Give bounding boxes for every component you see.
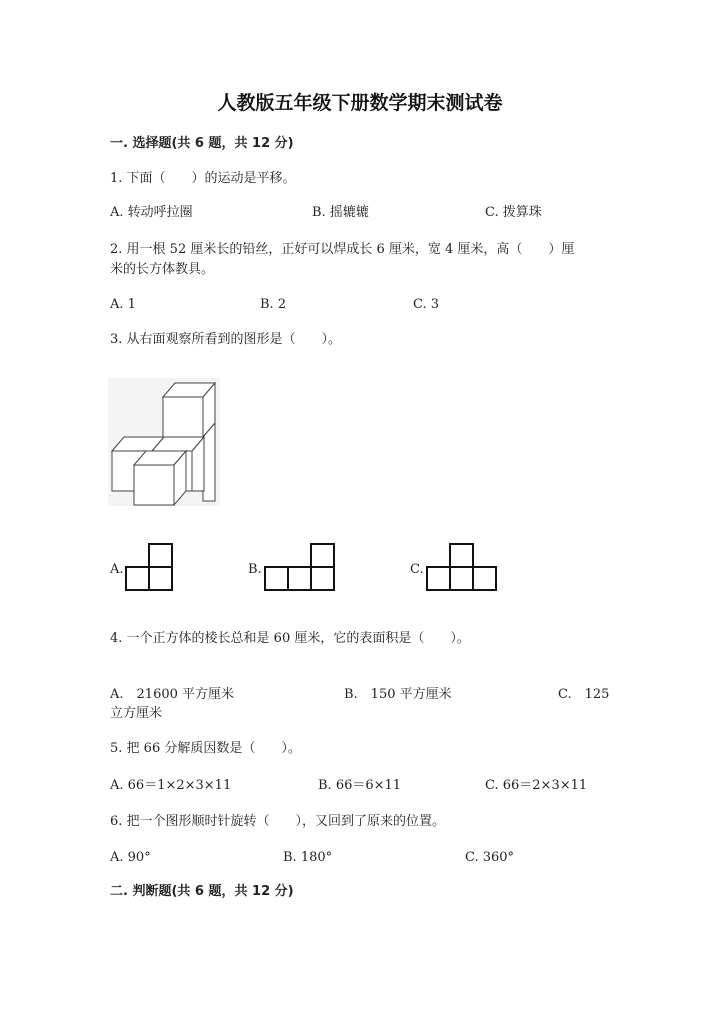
q6-stem: 6. 把一个图形顺时针旋转（ ），又回到了原来的位置。 bbox=[110, 814, 446, 829]
q3-option-b-figure bbox=[263, 542, 338, 594]
q5-option-b: B. 66＝6×11 bbox=[318, 778, 402, 793]
q2-stem-line2: 米的长方体教具。 bbox=[110, 262, 215, 277]
q1-option-b: B. 摇辘辘 bbox=[312, 205, 369, 220]
q3-stem: 3. 从右面观察所看到的图形是（ ）。 bbox=[110, 332, 342, 347]
q3-option-c-label: C. bbox=[410, 562, 424, 577]
q1-option-a: A. 转动呼拉圈 bbox=[110, 205, 193, 220]
q5-option-c: C. 66＝2×3×11 bbox=[485, 778, 588, 793]
q2-option-c: C. 3 bbox=[413, 297, 440, 312]
q3-option-c-figure bbox=[425, 542, 500, 594]
q4-option-b: B. 150 平方厘米 bbox=[344, 687, 452, 702]
section-1-heading: 一. 选择题(共 6 题，共 12 分) bbox=[110, 136, 294, 151]
q6-option-a: A. 90° bbox=[110, 850, 151, 865]
q2-option-b: B. 2 bbox=[260, 297, 287, 312]
q3-option-a-figure bbox=[124, 542, 176, 594]
q6-option-c: C. 360° bbox=[465, 850, 515, 865]
q4-option-c: C. 125 bbox=[558, 687, 610, 702]
q3-option-b-label: B. bbox=[248, 562, 262, 577]
q5-stem: 5. 把 66 分解质因数是（ ）。 bbox=[110, 741, 301, 756]
q4-option-a: A. 21600 平方厘米 bbox=[110, 687, 235, 702]
q2-stem-line1: 2. 用一根 52 厘米长的铅丝，正好可以焊成长 6 厘米，宽 4 厘米，高（ ）厘 bbox=[110, 242, 575, 257]
page-title: 人教版五年级下册数学期末测试卷 bbox=[217, 92, 503, 114]
q6-option-b: B. 180° bbox=[283, 850, 333, 865]
q4-stem: 4. 一个正方体的棱长总和是 60 厘米，它的表面积是（ ）。 bbox=[110, 631, 470, 646]
q1-option-c: C. 拨算珠 bbox=[485, 205, 542, 220]
q5-option-a: A. 66＝1×2×3×11 bbox=[110, 778, 232, 793]
q3-option-a-label: A. bbox=[110, 562, 124, 577]
cube-stack-figure bbox=[108, 378, 220, 506]
section-2-heading: 二. 判断题(共 6 题，共 12 分) bbox=[110, 884, 294, 899]
q4-option-c-continued: 立方厘米 bbox=[110, 706, 163, 721]
q1-stem: 1. 下面（ ）的运动是平移。 bbox=[110, 171, 296, 186]
q2-option-a: A. 1 bbox=[110, 297, 136, 312]
